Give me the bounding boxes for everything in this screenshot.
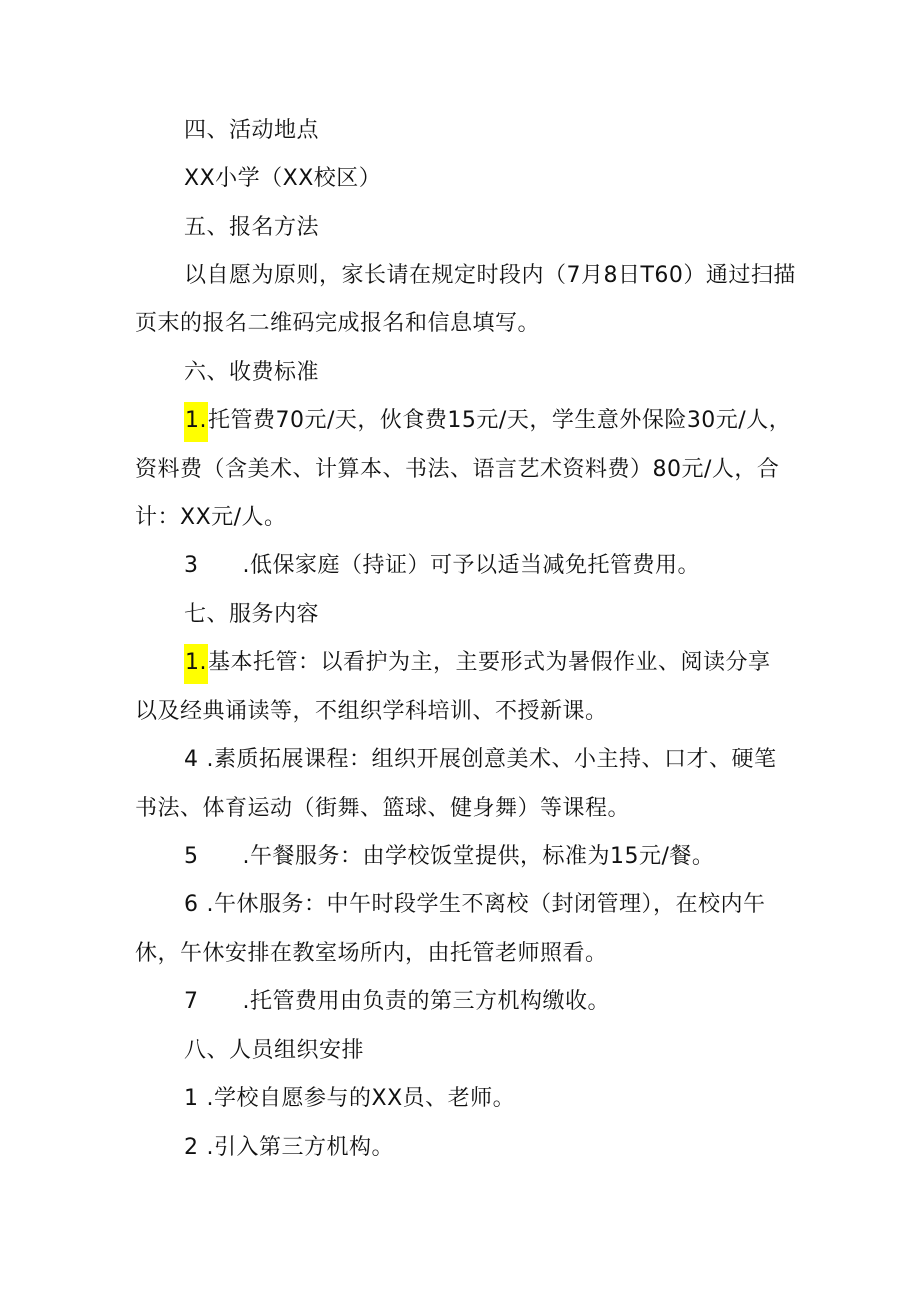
service-item-1-line-1: [184, 648, 771, 678]
signup-paragraph-line-1: 以自愿为原则，家长请在规定时段内（7月8日T60）通过扫描: [184, 263, 796, 288]
fee-item-1-line-3: 计：XX元/人。: [135, 505, 287, 530]
staff-item-1: [184, 1084, 515, 1114]
staff-item-2: [184, 1133, 394, 1163]
signup-paragraph-line-2: 页末的报名二维码完成报名和信息填写。: [135, 311, 541, 336]
service-item-6-number: 6: [184, 892, 199, 917]
service-item-7: [184, 987, 610, 1017]
section-heading-6: 六、收费标准: [184, 360, 320, 385]
service-item-4-number: 4: [184, 747, 199, 772]
fee-item-3: [184, 551, 700, 581]
section-heading-4: 四、活动地点: [184, 118, 320, 143]
section-heading-7: 七、服务内容: [184, 602, 320, 627]
service-item-5-text: .午餐服务：由学校饭堂提供，标准为15元/餐。: [242, 844, 715, 869]
service-item-7-number: 7: [184, 989, 199, 1014]
service-item-1-number: 1.: [184, 644, 208, 684]
fee-item-1-line-2: 资料费（含美术、计算本、书法、语言艺术资料费）80元/人，合: [135, 457, 780, 482]
section-heading-8: 八、人员组织安排: [184, 1038, 365, 1063]
service-item-4-line-2: 书法、体育运动（街舞、篮球、健身舞）等课程。: [135, 796, 631, 821]
fee-item-1-line-1: [184, 406, 791, 436]
staff-item-2-text: .引入第三方机构。: [206, 1135, 394, 1160]
service-item-6-line-2: 休，午休安排在教室场所内，由托管老师照看。: [135, 941, 608, 966]
fee-item-3-number: 3: [184, 553, 199, 578]
service-item-5-number: 5: [184, 844, 199, 869]
location-text: XX小学（XX校区）: [184, 166, 382, 191]
service-item-4-text: .素质拓展课程：组织开展创意美术、小主持、口才、硬笔: [206, 747, 777, 772]
service-item-4-line-1: [184, 745, 777, 775]
fee-item-1-number: 1.: [184, 402, 208, 442]
fee-item-3-text: .低保家庭（持证）可予以适当减免托管费用。: [242, 553, 700, 578]
section-heading-5: 五、报名方法: [184, 215, 320, 240]
fee-item-1-text: 托管费70元/天，伙食费15元/天，学生意外保险30元/人，: [208, 408, 792, 433]
service-item-1-text: 基本托管：以看护为主，主要形式为暑假作业、阅读分享: [208, 650, 771, 675]
staff-item-1-text: .学校自愿参与的XX员、老师。: [206, 1086, 516, 1111]
service-item-1-line-2: 以及经典诵读等，不组织学科培训、不授新课。: [135, 699, 608, 724]
staff-item-2-number: 2: [184, 1135, 199, 1160]
service-item-7-text: .托管费用由负责的第三方机构缴收。: [242, 989, 610, 1014]
staff-item-1-number: 1: [184, 1086, 199, 1111]
service-item-6-text: .午休服务：中午时段学生不离校（封闭管理），在校内午: [206, 892, 766, 917]
service-item-6-line-1: [184, 890, 766, 920]
service-item-5: [184, 842, 714, 872]
